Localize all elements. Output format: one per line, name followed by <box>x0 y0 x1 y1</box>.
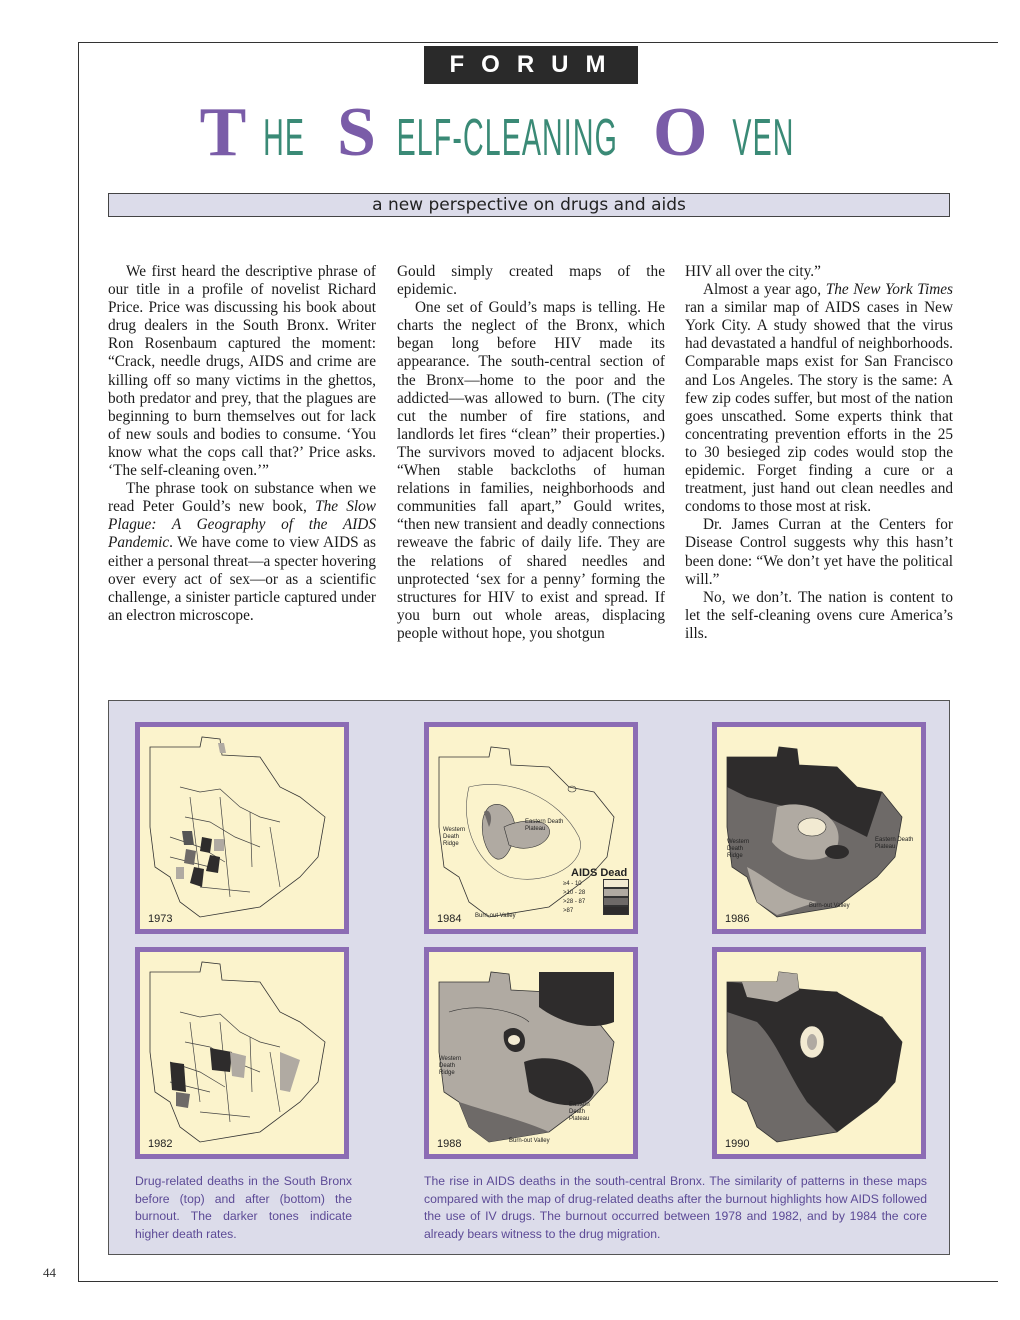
subtitle: a new perspective on drugs and aids <box>372 195 686 215</box>
article-title <box>0 94 1020 173</box>
map-year-label: 1986 <box>725 913 750 925</box>
legend-swatch <box>603 879 629 888</box>
article-column-3 <box>685 263 953 643</box>
map-1990-drawing <box>717 952 921 1154</box>
map-label-western: Western Death Ridge <box>439 1056 462 1076</box>
map-label-eastern: Eastern Death Plateau <box>875 837 914 850</box>
map-1982-drawing <box>140 952 344 1154</box>
title-rest-1: HE <box>263 109 306 167</box>
map-1988 <box>424 947 638 1159</box>
figure-caption-left: Drug-related deaths in the South Bronx before (top) and after (bottom) the burnout. The darker tones indicate higher death rates. <box>135 1174 352 1241</box>
legend-entry <box>545 879 629 888</box>
article-column-1 <box>108 263 376 625</box>
map-year-label: 1973 <box>148 913 173 925</box>
legend-label: >28 - 87 <box>563 898 586 905</box>
legend-entry <box>545 897 629 906</box>
map-1986-drawing <box>717 727 921 929</box>
paragraph: The phrase took on substance when we read Peter Gould’s new book, The Slow Plague: A Geography of the AIDS Pandemic. We have come to view AIDS as either a personal threat—a specter hovering over every act of sex—or as a scientific challenge, a sinister particle captured under an electron microscope. <box>108 480 376 624</box>
map-label-burnout: Burn-out Valley <box>475 913 516 919</box>
legend-label: >87 <box>563 907 574 914</box>
map-year-label: 1982 <box>148 1138 173 1150</box>
map-legend <box>545 879 629 915</box>
title-rest-3: VEN <box>732 109 795 167</box>
legend-label: >10 - 28 <box>563 889 586 896</box>
map-1988-drawing <box>429 952 633 1154</box>
subtitle-bar <box>108 193 950 217</box>
legend-swatch <box>603 906 629 915</box>
map-label-burnout: Burn-out Valley <box>509 1138 550 1144</box>
title-cap-3: O <box>652 94 708 171</box>
map-1986 <box>712 722 926 934</box>
paragraph: Almost a year ago, The New York Times ran a similar map of AIDS cases in New York City. A study showed that the virus had devastated a handful of neighborhoods. Comparable maps exist for San Francisco and Los Angeles. The story is the same: A few zip codes suffer, but most of the nation goes unscathed. Some experts think that concentrating prevention efforts in the 25 to 30 besieged zip codes would stop the epidemic. Forget finding a cure or a treatment, just hand out clean needles and condoms to those most at risk. <box>685 281 953 516</box>
legend-label: ≥4 - 10 <box>563 880 582 887</box>
section-tag: FORUM <box>424 46 638 84</box>
legend-title: AIDS Dead <box>571 867 628 879</box>
map-1990 <box>712 947 926 1159</box>
map-year-label: 1984 <box>437 913 462 925</box>
paragraph: We first heard the descriptive phrase of our title in a profile of novelist Richard Price. Price was discussing his book about drug dealers in the South Bronx. Writer Ron Rosenbaum captured the moment: “Crack, needle drugs, AIDS and crime are killing off so many victims in the ghettos, both predator and prey, that the plagues are beginning to burn themselves out for lack of new souls and bodies to consume. ‘You know what the cops call that?’ Price asks. ‘The self-cleaning oven.’” <box>108 263 376 480</box>
map-1973-drawing <box>140 727 344 929</box>
figure-caption-right: The rise in AIDS deaths in the south-central Bronx. The similarity of patterns in these maps compared with the map of drug-related deaths after the burnout highlights how AIDS followed the use of IV drugs. The burnout occurred between 1978 and 1982, and by 1984 the core already bears witness to the drug migration. <box>424 1174 927 1241</box>
article-column-2 <box>397 263 665 643</box>
map-1973 <box>135 722 349 934</box>
paragraph: No, we don’t. The nation is content to let the self-cleaning ovens cure America’s ills. <box>685 588 953 642</box>
paragraph: Gould simply created maps of the epidemic. <box>397 263 665 299</box>
map-1984 <box>424 722 638 934</box>
map-label-western: Western Death Ridge <box>727 839 750 859</box>
map-year-label: 1990 <box>725 1138 750 1150</box>
paragraph: Dr. James Curran at the Centers for Disease Control suggests why this hasn’t been done: “We don’t yet have the political will.” <box>685 516 953 588</box>
title-cap-2: S <box>337 94 376 171</box>
newspaper-title: The New York Times <box>825 281 953 299</box>
map-label-western: Western Death Ridge <box>443 827 466 847</box>
paragraph: HIV all over the city.” <box>685 263 821 280</box>
paragraph: One set of Gould’s maps is telling. He charts the neglect of the Bronx, which began long before HIV made its appearance. The south-central section of the Bronx—home to the poor and the addicted—was allowed to burn. (The city cut the number of fire stations, and landlords let fires “clean” their properties.) The survivors moved to adjacent blocks. “When stable backcloths of human relations in families, neighborhoods and communities fall apart,” Gould writes, “then new transient and deadly connections reweave the fabric of daily life. They are the relations of shared needles and unprotected ‘sex for a penny’ forming the structures for HIV to exist and spread. If you burn out whole areas, displacing people without hope, you shotgun <box>397 299 665 642</box>
legend-swatch <box>603 897 629 906</box>
legend-swatch <box>603 888 629 897</box>
map-label-eastern: Eastern Death Plateau <box>525 819 564 832</box>
map-1982 <box>135 947 349 1159</box>
map-label-burnout: Burn-out Valley <box>809 903 850 909</box>
map-label-eastern: Eastern Death Plateau <box>569 1102 590 1122</box>
map-year-label: 1988 <box>437 1138 462 1150</box>
title-cap-1: T <box>199 94 247 171</box>
page-number: 44 <box>43 1265 56 1280</box>
legend-entry <box>545 888 629 897</box>
title-rest-2: ELF-CLEANING <box>396 109 618 167</box>
book-title: The Slow Plague: A Geography of the AIDS Pandemic <box>108 498 376 552</box>
legend-entry <box>545 906 629 915</box>
